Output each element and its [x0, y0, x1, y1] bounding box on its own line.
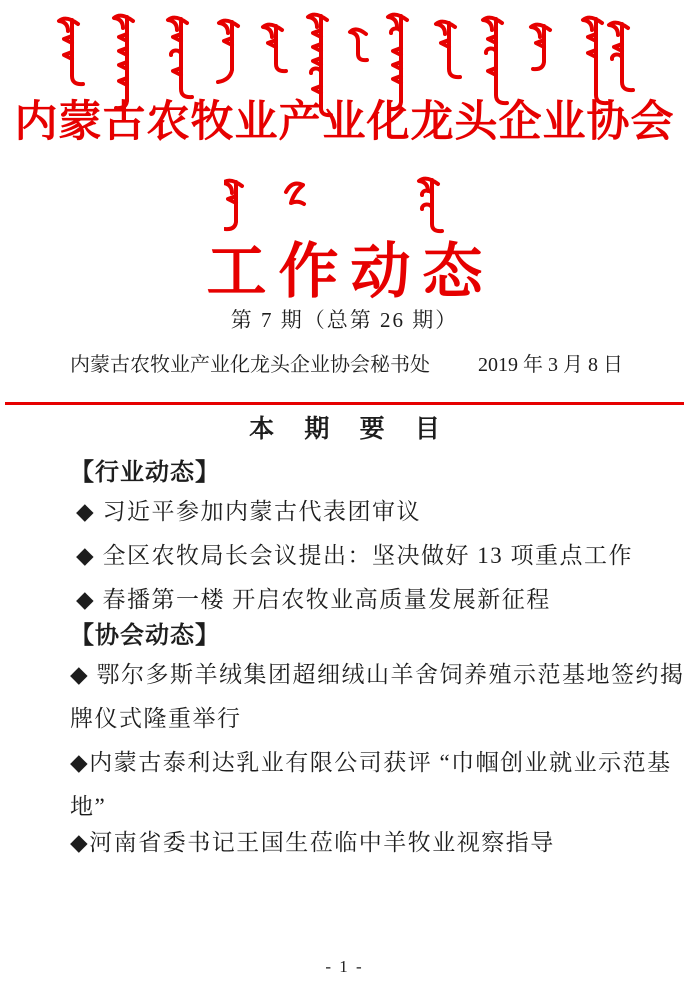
toc-item: ◆ 春播第一楼 开启农牧业高质量发展新征程	[76, 587, 551, 612]
section-title-industry: 【行业动态】	[70, 459, 220, 486]
toc-item-wrap: 牌仪式隆重举行	[70, 706, 242, 731]
toc-heading: 本 期 要 目	[249, 416, 452, 443]
toc-item: ◆ 鄂尔多斯羊绒集团超细绒山羊舍饲养殖示范基地签约揭	[70, 662, 685, 687]
org-title: 内蒙古农牧业产业化龙头企业协会	[14, 99, 675, 146]
page-number: - 1 -	[325, 957, 364, 976]
publisher: 内蒙古农牧业产业化龙头企业协会秘书处	[70, 354, 430, 376]
toc-item: ◆ 全区农牧局长会议提出：坚决做好 13 项重点工作	[76, 543, 633, 568]
toc-item: ◆ 习近平参加内蒙古代表团审议	[76, 499, 421, 524]
issue-number: 第 7 期（总第 26 期）	[230, 308, 459, 332]
toc-item-wrap: 地”	[70, 794, 107, 819]
bulletin-title: 工作动态	[206, 239, 495, 305]
publish-date: 2019 年 3 月 8 日	[478, 354, 623, 376]
toc-item: ◆河南省委书记王国生莅临中羊牧业视察指导	[70, 830, 555, 855]
red-divider-rule	[5, 402, 684, 405]
toc-item: ◆内蒙古泰利达乳业有限公司获评 “巾帼创业就业示范基	[70, 750, 672, 775]
meta-row	[70, 348, 623, 377]
section-title-association: 【协会动态】	[70, 622, 220, 649]
